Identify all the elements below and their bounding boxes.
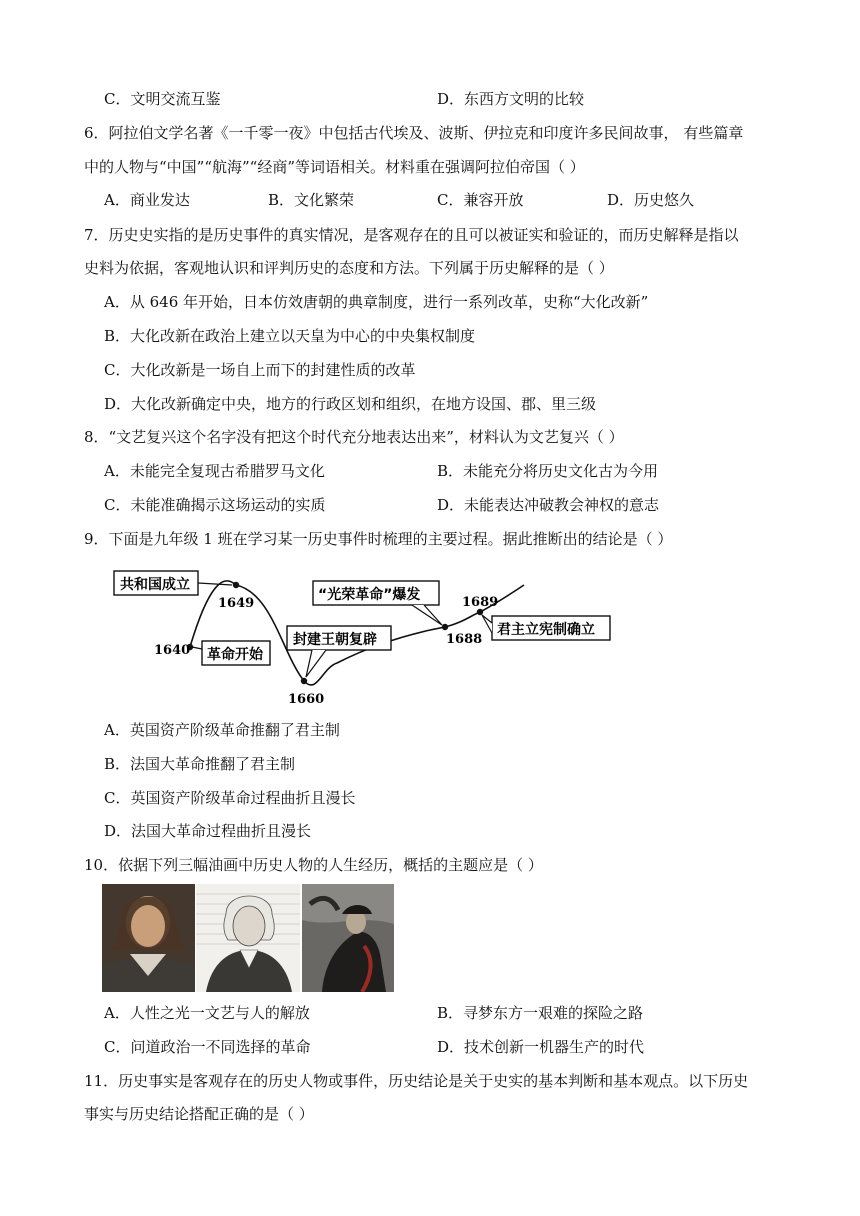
q7-stem-line1: 7．历史史实指的是历史事件的真实情况，是客观存在的且可以被证实和验证的，而历史解释是指以 [84, 226, 739, 244]
portrait-napoleon-image [302, 884, 394, 992]
q11-stem-line1: 11．历史事实是客观存在的历史人物或事件，历史结论是关于史实的基本判断和基本观点。以下历史 [84, 1072, 749, 1090]
year-1689: 1689 [462, 595, 499, 610]
q6-stem-line2: 中的人物与“中国”“航海”“经商”等词语相关。材料重在强调阿拉伯帝国（ ） [84, 158, 585, 176]
q5-option-d[interactable]: D．东西方文明的比较 [437, 90, 585, 108]
point-1660 [301, 678, 307, 684]
year-1688: 1688 [446, 632, 483, 647]
q10-option-c[interactable]: C．问道政治一不同选择的革命 [104, 1038, 311, 1056]
label-box-restoration [287, 626, 391, 677]
q8-option-b[interactable]: B．未能充分将历史文化古为今用 [437, 462, 659, 480]
q7-option-a[interactable]: A．从 646 年开始，日本仿效唐朝的典章制度，进行一系列改革，史称“大化改新” [104, 293, 649, 311]
q9-timeline-diagram [112, 563, 632, 711]
q6-option-c[interactable]: C．兼容开放 [437, 191, 524, 209]
q5-option-c[interactable]: C．文明交流互鉴 [104, 90, 221, 108]
q10-option-d[interactable]: D．技术创新一机器生产的时代 [437, 1038, 645, 1056]
label-box-republic [114, 571, 232, 595]
year-1640: 1640 [154, 643, 191, 658]
svg-text:“光荣革命”爆发: “光荣革命”爆发 [318, 587, 421, 603]
point-1649 [233, 582, 239, 588]
q9-option-b[interactable]: B．法国大革命推翻了君主制 [104, 755, 296, 773]
q7-option-d[interactable]: D．大化改新确定中央，地方的行政区划和组织，在地方设国、郡、里三级 [104, 395, 597, 413]
q10-option-a[interactable]: A．人性之光一文艺与人的解放 [104, 1004, 310, 1022]
q7-option-b[interactable]: B．大化改新在政治上建立以天皇为中心的中央集权制度 [104, 327, 476, 345]
q7-stem-line2: 史料为依据，客观地认识和评判历史的态度和方法。下列属于历史解释的是（ ） [84, 259, 614, 277]
portrait-washington-image [196, 884, 300, 992]
q10-option-b[interactable]: B．寻梦东方一艰难的探险之路 [437, 1004, 644, 1022]
q6-option-a[interactable]: A．商业发达 [104, 191, 190, 209]
svg-text:革命开始: 革命开始 [207, 647, 263, 663]
year-1660: 1660 [288, 692, 325, 707]
q9-option-a[interactable]: A．英国资产阶级革命推翻了君主制 [104, 721, 340, 739]
year-1649: 1649 [218, 596, 255, 611]
svg-text:封建王朝复辟: 封建王朝复辟 [293, 632, 377, 648]
label-box-glorious-revolution [313, 581, 442, 625]
q11-stem-line2: 事实与历史结论搭配正确的是（ ） [84, 1105, 314, 1123]
q9-stem: 9．下面是九年级 1 班在学习某一历史事件时梳理的主要过程。据此推断出的结论是（ ） [84, 530, 673, 548]
q7-option-c[interactable]: C．大化改新是一场自上而下的封建性质的改革 [104, 361, 416, 379]
svg-text:君主立宪制确立: 君主立宪制确立 [497, 622, 595, 638]
q9-option-d[interactable]: D．法国大革命过程曲折且漫长 [104, 822, 312, 840]
q9-option-c[interactable]: C．英国资产阶级革命过程曲折且漫长 [104, 789, 356, 807]
label-box-revolution-start [192, 641, 270, 665]
q8-stem: 8．“文艺复兴这个名字没有把这个时代充分地表达出来”，材料认为文艺复兴（ ） [84, 428, 624, 446]
q6-option-d[interactable]: D．历史悠久 [607, 191, 695, 209]
point-1688 [442, 624, 448, 630]
q6-option-b[interactable]: B．文化繁荣 [268, 191, 355, 209]
q8-option-a[interactable]: A．未能完全复现古希腊罗马文化 [104, 462, 325, 480]
q10-stem: 10．依据下列三幅油画中历史人物的人生经历，概括的主题应是（ ） [84, 856, 543, 874]
svg-text:共和国成立: 共和国成立 [120, 577, 190, 593]
label-box-constitutional-monarchy [482, 615, 610, 640]
q8-option-c[interactable]: C．未能准确揭示这场运动的实质 [104, 496, 326, 514]
q6-stem-line1: 6．阿拉伯文学名著《一千零一夜》中包括古代埃及、波斯、伊拉克和印度许多民间故事， 有些篇章 [84, 124, 744, 142]
portrait-cromwell-image [102, 884, 195, 992]
q8-option-d[interactable]: D．未能表达冲破教会神权的意志 [437, 496, 660, 514]
